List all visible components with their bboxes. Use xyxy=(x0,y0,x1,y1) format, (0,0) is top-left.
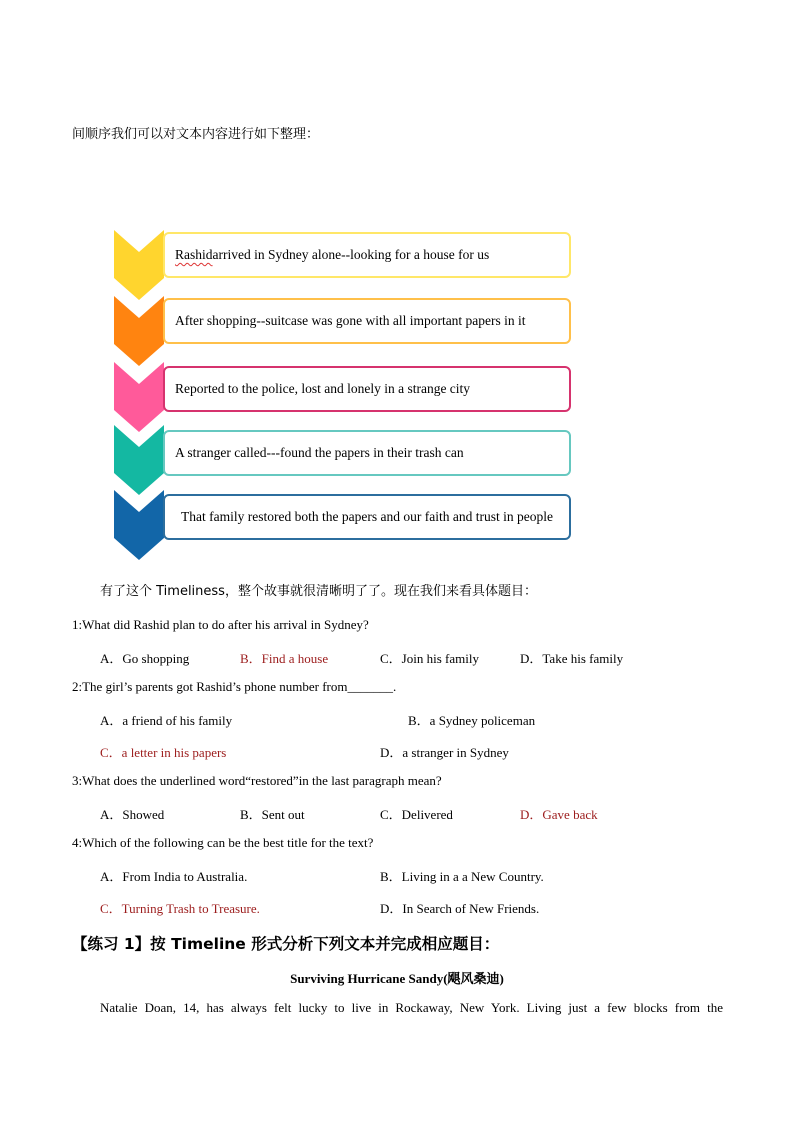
q1-option-d: D．Take his family xyxy=(520,651,624,666)
q1-option-a: A．Go shopping xyxy=(100,651,190,666)
q2-option-a: A．a friend of his family xyxy=(100,713,233,728)
q4-option-d: D．In Search of New Friends. xyxy=(380,901,540,916)
timeline-box-5 xyxy=(163,494,571,540)
intro-text: 间顺序我们可以对文本内容进行如下整理： xyxy=(72,127,320,142)
q3-option-d-answer: D．Gave back xyxy=(520,807,598,822)
timeline-text-1: arrived in Sydney alone--looking for a house for us xyxy=(212,247,490,262)
q3-option-a: A．Showed xyxy=(100,807,165,822)
timeline-chevron-2 xyxy=(114,296,164,366)
timeline-chevron-3 xyxy=(114,362,164,432)
question-3: 3:What does the underlined word“restored”in the last paragraph mean? xyxy=(72,773,442,788)
q2-option-b: B．a Sydney policeman xyxy=(408,713,536,728)
q3-option-c: C．Delivered xyxy=(380,807,453,822)
q4-option-a: A．From India to Australia. xyxy=(100,869,248,884)
timeline-box-2 xyxy=(163,298,571,344)
question-2: 2:The girl’s parents got Rashid’s phone number from_______. xyxy=(72,679,397,694)
question-1: 1:What did Rashid plan to do after his arrival in Sydney? xyxy=(72,617,369,632)
timeline-lead-word: Rashid xyxy=(175,247,213,262)
timeline-text-4: A stranger called---found the papers in their trash can xyxy=(175,445,464,460)
timeline-box-4 xyxy=(163,430,571,476)
q1-option-b-answer: B．Find a house xyxy=(240,651,329,666)
exercise-heading: 【练习 1】按 Timeline 形式分析下列文本并完成相应题目： xyxy=(72,935,500,953)
timeline-text-2: After shopping--suitcase was gone with all important papers in it xyxy=(175,313,526,328)
q4-option-b: B．Living in a a New Country. xyxy=(380,869,544,884)
exercise-paragraph: Natalie Doan, 14, has always felt lucky to live in Rockaway, New York. Living just a few blocks from the xyxy=(100,1000,723,1015)
timeline-text-5: That family restored both the papers and our faith and trust in people xyxy=(181,509,553,524)
q2-option-d: D．a stranger in Sydney xyxy=(380,745,509,760)
timeline-box-3 xyxy=(163,366,571,412)
exercise-title: Surviving Hurricane Sandy(飓风桑迪) xyxy=(290,971,504,986)
timeline-chevron-4 xyxy=(114,425,164,495)
timeline-text-3: Reported to the police, lost and lonely in a strange city xyxy=(175,381,471,396)
timeline-box-1 xyxy=(163,232,571,278)
summary-text: 有了这个 Timeliness，整个故事就很清晰明了了。现在我们来看具体题目： xyxy=(100,584,537,599)
q4-option-c-answer: C．Turning Trash to Treasure. xyxy=(100,901,260,916)
q3-option-b: B．Sent out xyxy=(240,807,305,822)
question-4: 4:Which of the following can be the best title for the text? xyxy=(72,835,374,850)
timeline-chevron-5 xyxy=(114,490,164,560)
q2-option-c-answer: C．a letter in his papers xyxy=(100,745,227,760)
timeline-chevron-1 xyxy=(114,230,164,300)
q1-option-c: C．Join his family xyxy=(380,651,479,666)
